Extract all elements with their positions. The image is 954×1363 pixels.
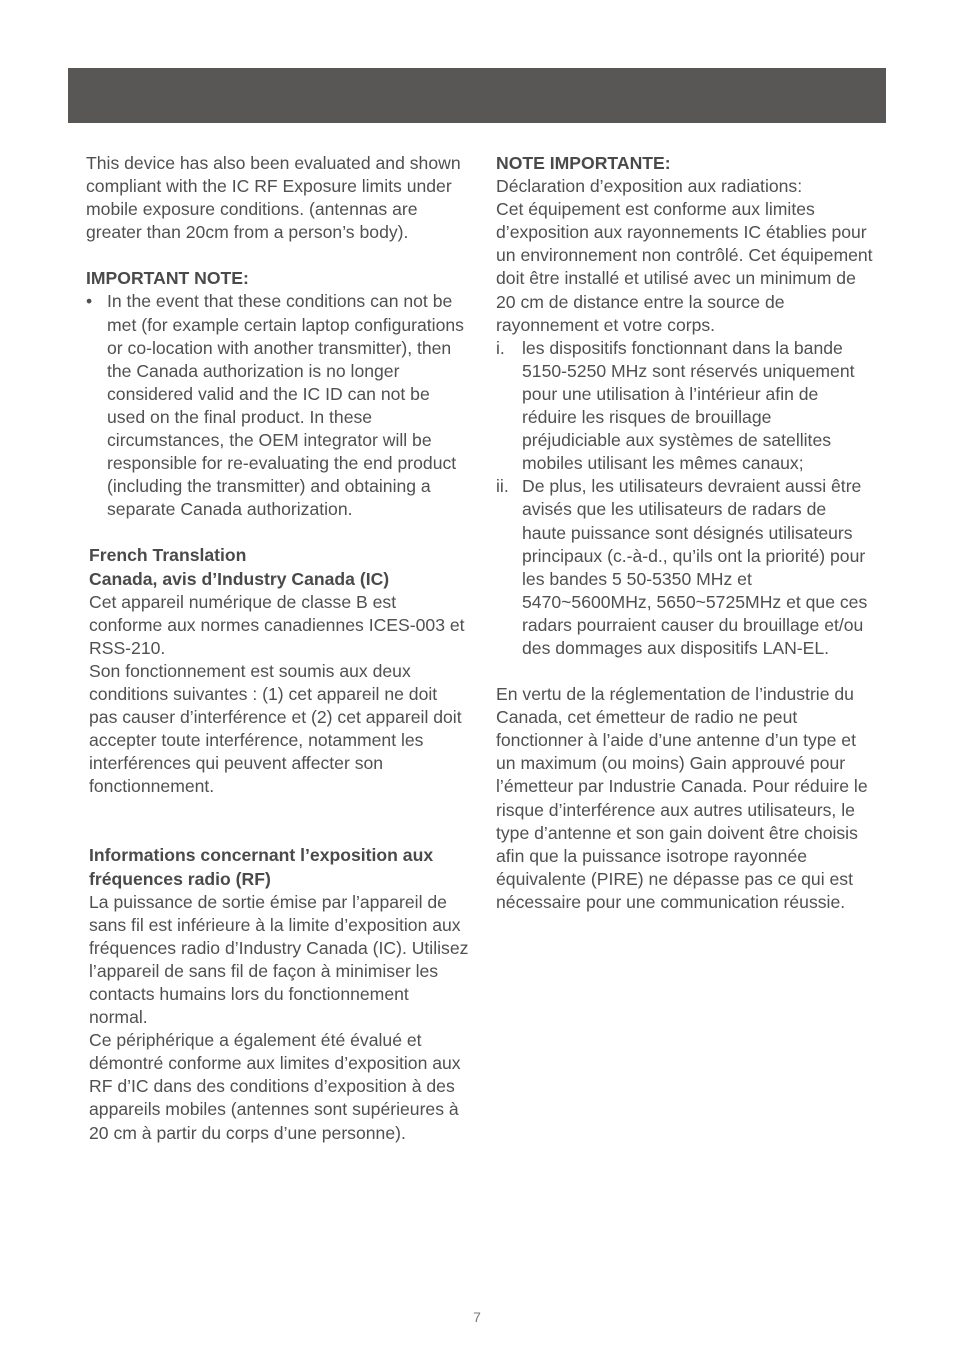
note-body: Cet équipement est conforme aux limites d’exposition aux rayonnements IC établies pour un environnement non contrôlé. Cet équipement doit être installé et utilisé avec un minimum de 20 cm de distance entre la source de rayonnement et votre corps. bbox=[496, 199, 873, 335]
note-importante-heading: NOTE IMPORTANTE: bbox=[496, 153, 671, 173]
list-item-mark: i. bbox=[496, 337, 505, 358]
important-note-heading: IMPORTANT NOTE: bbox=[86, 268, 249, 289]
page-number: 7 bbox=[473, 1309, 481, 1325]
rf-paragraph-1: La puissance de sortie émise par l’appareil de sans fil est inférieure à la limite d’exposition aux fréquences radio d’Industry Canada (IC). Utilisez l’appareil de sans fil de façon à minimiser les contacts humains lors du fonctionnement normal. bbox=[89, 891, 469, 1028]
french-paragraph-1: Cet appareil numérique de classe B est conforme aux normes canadiennes ICES-003 et RSS-210. bbox=[89, 591, 465, 658]
french-section bbox=[89, 544, 470, 1144]
canada-ic-heading: Canada, avis d’Industry Canada (IC) bbox=[89, 568, 390, 589]
list-item-text: les dispositifs fonctionnant dans la bande 5150-5250 MHz sont réservés uniquement pour une utilisation à l’intérieur afin de réduire les risques de brouillage préjudiciable aux systèmes de satellites mobiles utilisant les mêmes canaux; bbox=[522, 337, 855, 474]
intro-paragraph: This device has also been evaluated and shown compliant with the IC RF Exposure limits under mobile exposure conditions. (antennas are greater than 20cm from a person’s body). bbox=[86, 153, 461, 243]
french-paragraph-2: Son fonctionnement est soumis aux deux conditions suivantes : (1) cet appareil ne doit pas causer d’interférence et (2) cet appareil doit accepter toute interférence, notamment les interférences qui peuvent affecter son fonctionnement. bbox=[89, 660, 462, 797]
header-bar bbox=[68, 68, 886, 123]
rf-paragraph-2: Ce périphérique a également été évalué et démontré conforme aux limites d’exposition aux RF d’IC dans des conditions d’exposition à des appareils mobiles (antennes sont supérieures à 20 cm à partir du corps d’une personne). bbox=[89, 1030, 461, 1143]
closing-paragraph: En vertu de la réglementation de l’industrie du Canada, cet émetteur de radio ne peut fonctionner à l’aide d’une antenne d’un type et un maximum (ou moins) Gain approuvé pour l’émetteur par Industrie Canada. Pour réduire le risque d’interférence aux autres utilisateurs, le type d’antenne et son gain doivent être choisis afin que la puissance isotrope rayonnée équivalente (PIRE) ne dépasse pas ce qui est nécessaire pour une communication réussie. bbox=[496, 684, 868, 912]
list-item bbox=[496, 337, 874, 476]
list-item-text: De plus, les utilisateurs devraient aussi être avisés que les utilisateurs de radars de haute puissance sont désignés utilisateurs principaux (c.-à-d., qu’ils ont la priorité) pour les bandes 5 50-5350 MHz et 5470~5600MHz, 5650~5725MHz et que ces radars pourraient causer du brouillage et/ou des dommages aux dispositifs LAN-EL. bbox=[522, 476, 868, 658]
note-declaration-line: Déclaration d’exposition aux radiations: bbox=[496, 176, 803, 197]
bullet-item bbox=[86, 290, 470, 521]
rf-heading: Informations concernant l’exposition aux fréquences radio (RF) bbox=[89, 845, 434, 889]
left-column bbox=[86, 152, 470, 1145]
right-column bbox=[496, 152, 874, 914]
bullet-mark: • bbox=[86, 291, 93, 312]
list-item-mark: ii. bbox=[496, 476, 509, 497]
bullet-text: In the event that these conditions can not be met (for example certain laptop configurations or co-location with another transmitter), then the Canada authorization is no longer considered valid and the IC ID can not be used on the final product. In these circumstances, the OEM integrator will be responsible for re-evaluating the end product (including the transmitter) and obtaining a separate Canada authorization. bbox=[107, 291, 464, 520]
list-item bbox=[496, 475, 874, 660]
french-translation-heading: French Translation bbox=[89, 545, 247, 566]
